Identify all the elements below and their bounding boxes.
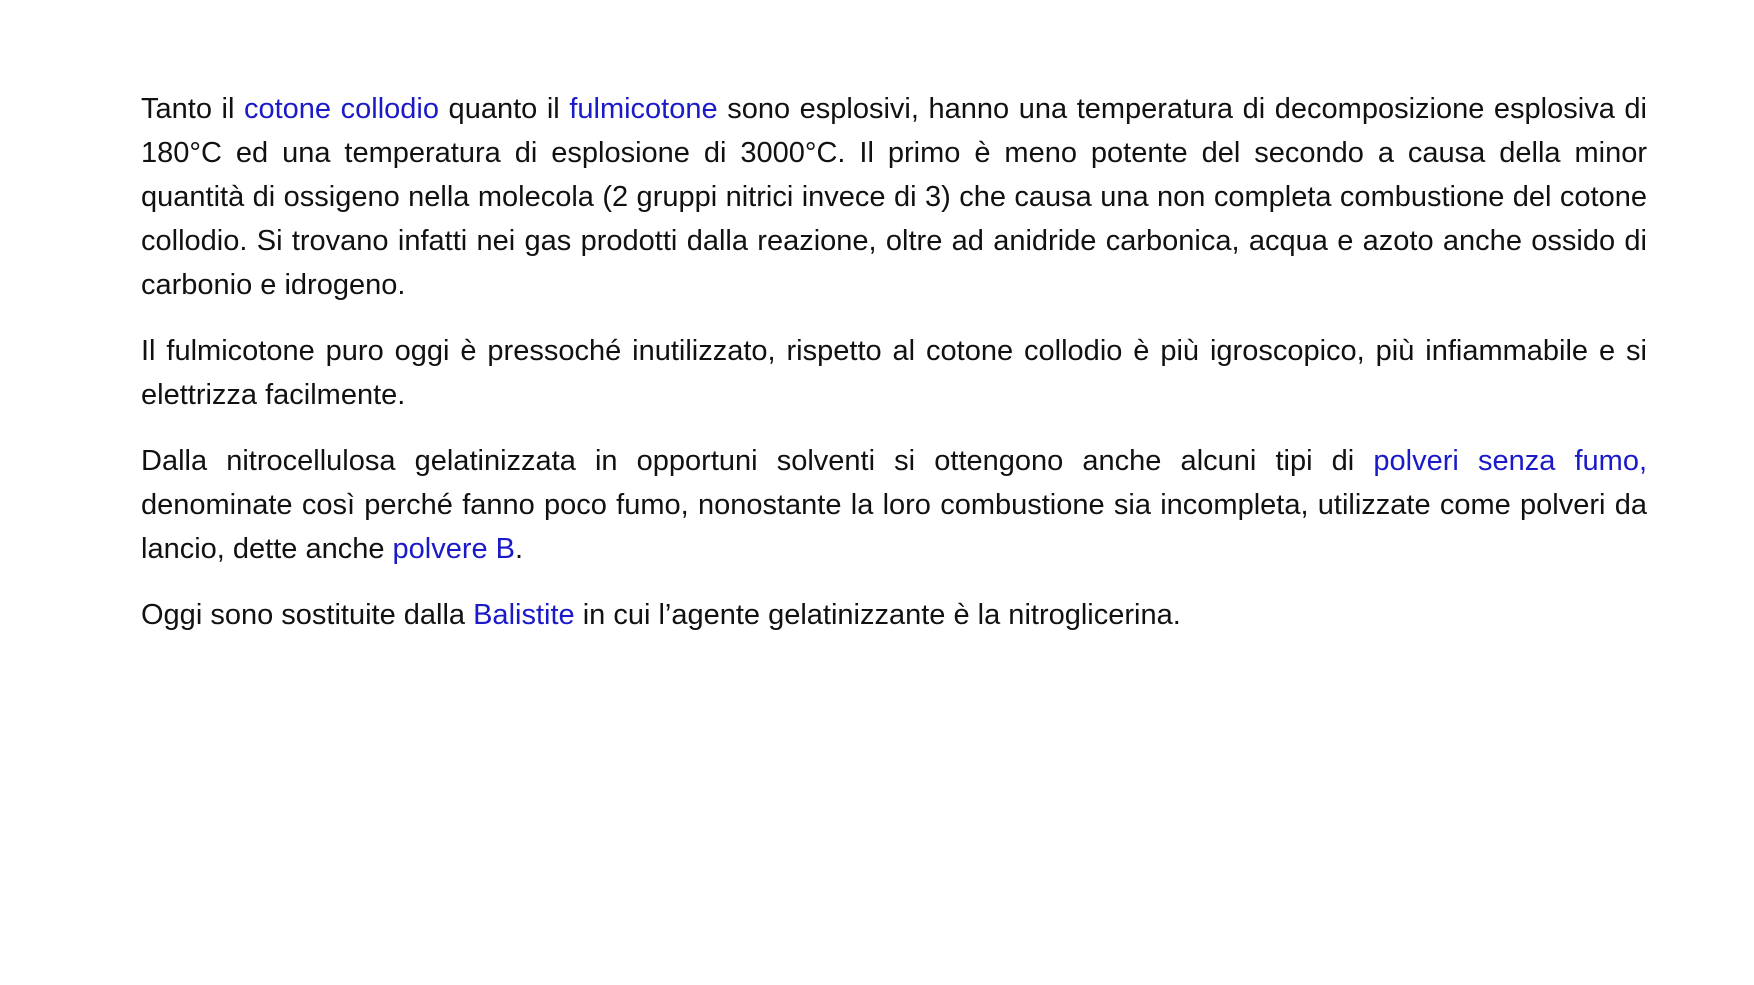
- text-segment: Tanto il: [141, 93, 244, 125]
- paragraph-1: [141, 87, 1647, 307]
- text-segment: Dalla nitrocellulosa gelatinizzata in opportuni solventi si ottengono anche alcuni tipi di: [141, 445, 1374, 477]
- text-segment: sono esplosivi, hanno una temperatura di decomposizione esplosiva di 180°C ed una temperatura di esplosione di 3000°C. Il primo è meno potente del secondo a causa della minor quantità di ossigeno nella molecola (2 gruppi nitrici invece di 3) che causa una non completa combustione del cotone collodio. Si trovano infatti nei gas prodotti dalla reazione, oltre ad anidride carbonica, acqua e azoto anche ossido di carbonio e idrogeno.: [141, 93, 1647, 301]
- highlight-term-cotone-collodio: cotone collodio: [243, 93, 439, 125]
- text-segment: quanto il: [438, 93, 570, 125]
- text-segment: in cui l’agente gelatinizzante è la nitroglicerina.: [574, 599, 1181, 631]
- text-segment: Il fulmicotone puro oggi è pressoché inutilizzato, rispetto al cotone collodio è più igroscopico, più infiammabile e si elettrizza facilmente.: [141, 335, 1647, 411]
- highlight-term-polveri-senza-fumo: polveri senza fumo,: [1373, 445, 1648, 477]
- text-segment: denominate così perché fanno poco fumo, nonostante la loro combustione sia incompleta, utilizzate come polveri da lancio, dette anche: [141, 489, 1647, 565]
- text-segment: .: [515, 533, 524, 565]
- text-segment: Oggi sono sostituite dalla: [141, 599, 474, 631]
- highlight-term-polvere-b: polvere B: [392, 533, 516, 565]
- highlight-term-fulmicotone: fulmicotone: [569, 93, 718, 125]
- paragraph-3: [141, 439, 1647, 571]
- highlight-term-balistite: Balistite: [473, 599, 575, 631]
- paragraph-2: [141, 329, 1647, 417]
- paragraph-4: [141, 593, 1647, 637]
- slide-body-text: [141, 87, 1647, 659]
